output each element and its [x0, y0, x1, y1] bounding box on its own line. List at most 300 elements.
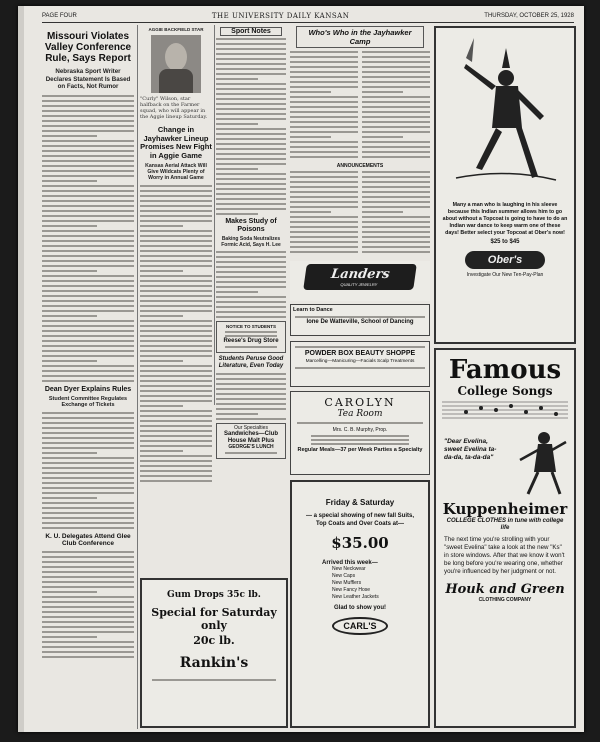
text-line: [140, 420, 212, 422]
text-line: [42, 290, 134, 292]
text-line: [140, 470, 212, 472]
article-body-col2: [140, 185, 212, 482]
text-line: [42, 250, 134, 252]
text-line: [42, 200, 134, 202]
dancing-couple-illustration: [504, 428, 574, 498]
text-line: [42, 422, 134, 424]
text-line: [42, 522, 134, 524]
poison-subhead: Baking Soda Neutralizes Formic Acid, Says H. Lee: [221, 236, 281, 248]
text-line: [42, 631, 134, 633]
text-line: [216, 93, 286, 95]
rankins-name: Rankin's: [179, 655, 249, 671]
text-line: [42, 596, 134, 598]
text-line: [140, 300, 212, 302]
text-line: [140, 480, 212, 482]
text-line: [140, 265, 212, 267]
text-line: [42, 265, 134, 267]
text-line: [216, 178, 286, 180]
text-line: [140, 310, 212, 312]
text-line: [362, 81, 430, 83]
text-line: [140, 210, 212, 212]
text-line: [140, 450, 183, 452]
text-line: [42, 507, 134, 509]
glad-to-show: Glad to show you!: [334, 605, 386, 611]
text-line: [140, 425, 212, 427]
text-line: [362, 106, 430, 108]
text-line: [216, 68, 286, 70]
text-line: [42, 467, 134, 469]
text-line: [42, 360, 97, 362]
text-line: [140, 255, 212, 257]
george-lunch-ad: [216, 423, 286, 459]
text-line: [216, 78, 258, 80]
dance-school: Ione De Watteville, School of Dancing: [306, 319, 414, 325]
text-line: [42, 280, 134, 282]
rankins-ad: [140, 578, 288, 728]
text-line: [140, 200, 212, 202]
text-line: [362, 66, 430, 68]
missouri-headline: Missouri Violates Valley Conference Rule, Says Report: [44, 31, 132, 64]
text-line: [362, 236, 430, 238]
column-divider: [214, 25, 215, 405]
text-line: [290, 136, 331, 138]
text-line: [216, 398, 286, 400]
powder-box-ad: [290, 341, 430, 387]
landers-ad: [290, 261, 430, 301]
notice-head: NOTICE TO STUDENTS: [226, 324, 276, 329]
text-line: [362, 246, 430, 248]
text-line: [140, 395, 212, 397]
text-line: [216, 271, 286, 273]
text-line: [42, 175, 134, 177]
text-line: [140, 400, 212, 402]
text-line: [362, 241, 430, 243]
text-line: [216, 203, 286, 205]
text-line: [42, 497, 97, 499]
text-line: [290, 241, 358, 243]
kuppenheimer-ad: [434, 348, 576, 728]
text-line: [140, 440, 212, 442]
text-line: [42, 275, 134, 277]
text-line: [290, 236, 358, 238]
text-line: [290, 176, 358, 178]
text-line: [362, 221, 430, 223]
text-line: [42, 140, 134, 142]
text-line: [140, 350, 212, 352]
text-line: [216, 173, 286, 175]
text-line: [362, 141, 430, 143]
text-line: [362, 56, 430, 58]
text-line: [216, 153, 286, 155]
text-line: [140, 415, 212, 417]
whos-who-head: Who's Who in the Jayhawker Camp: [296, 26, 424, 48]
text-line: [140, 250, 212, 252]
text-line: [42, 145, 134, 147]
text-line: [42, 482, 134, 484]
text-line: [140, 410, 212, 412]
jayhawker-headline: Change in Jayhawker Lineup Promises New Fight in Aggie Game: [140, 125, 212, 160]
column-3: [216, 25, 286, 585]
text-line: [42, 375, 134, 377]
text-line: [290, 186, 358, 188]
text-line: [42, 517, 134, 519]
text-line: [42, 235, 134, 237]
text-line: [140, 215, 212, 217]
text-line: [290, 66, 358, 68]
poison-body: [216, 251, 286, 318]
text-line: [362, 186, 430, 188]
text-line: [42, 215, 134, 217]
text-line: [216, 306, 286, 308]
text-line: [140, 370, 212, 372]
masthead-rule: [42, 22, 574, 23]
carls-ad: [290, 480, 430, 728]
text-line: [42, 300, 134, 302]
text-line: [140, 260, 212, 262]
text-line: [42, 150, 134, 152]
text-line: [216, 163, 286, 165]
text-line: [290, 191, 358, 193]
text-line: [42, 115, 134, 117]
text-line: [42, 561, 134, 563]
text-line: [42, 487, 134, 489]
text-line: [42, 135, 97, 137]
text-line: [140, 230, 212, 232]
text-line: [42, 355, 134, 357]
photo-caption: "Curly" Wilson, star halfback on the Farmer squad, who will appear in the Aggie lineup Saturday.: [140, 96, 208, 120]
text-line: [42, 370, 134, 372]
text-line: [42, 100, 134, 102]
music-staff: [436, 398, 574, 422]
text-line: [362, 151, 430, 153]
literature-body: [216, 373, 286, 420]
text-line: [42, 462, 134, 464]
text-line: [42, 340, 134, 342]
kuppenheimer-name: Kuppenheimer: [442, 500, 568, 518]
photo-label: AGGIE BACKFIELD STAR: [148, 27, 204, 32]
text-line: [140, 305, 212, 307]
text-line: [42, 427, 134, 429]
text-line: [42, 502, 134, 504]
text-line: [216, 198, 286, 200]
text-line: [362, 181, 430, 183]
text-line: [216, 213, 258, 215]
kuppenheimer-tagline: COLLEGE CLOTHES in tune with college life: [446, 518, 564, 531]
text-line: [140, 405, 183, 407]
text-line: [290, 76, 358, 78]
text-line: [216, 418, 286, 420]
text-line: [362, 216, 430, 218]
jayhawker-subhead: Kansas Aerial Attack Will Give Wildcats Plenty of Worry in Annual Game: [145, 163, 207, 182]
text-line: [42, 432, 134, 434]
text-line: [290, 141, 358, 143]
text-line: [140, 360, 183, 362]
column-1: [42, 25, 134, 729]
text-line: [362, 226, 430, 228]
text-line: [42, 195, 134, 197]
text-line: [42, 477, 134, 479]
arrived-list: New Neckwear New Caps New Mufflers New Fancy Hose New Leather Jackets: [332, 566, 379, 600]
text-line: [362, 211, 403, 213]
text-line: [42, 315, 97, 317]
tea-room-name: Tea Room: [337, 409, 383, 419]
text-line: [216, 83, 286, 85]
poison-headline: Makes Study of Poisons: [225, 218, 277, 233]
text-line: [216, 301, 286, 303]
text-line: [290, 221, 358, 223]
text-line: [362, 91, 403, 93]
text-line: [216, 128, 286, 130]
text-line: [290, 121, 358, 123]
text-line: [290, 156, 358, 158]
text-line: [362, 71, 430, 73]
text-line: [140, 475, 212, 477]
landers-sub: QUALITY JEWELRY: [340, 282, 378, 287]
text-line: [42, 412, 134, 414]
text-line: [42, 125, 134, 127]
text-line: [216, 88, 286, 90]
text-line: [290, 86, 358, 88]
text-line: [140, 330, 212, 332]
text-line: [290, 181, 358, 183]
text-line: [216, 48, 286, 50]
text-line: [42, 110, 134, 112]
article-body: [42, 95, 134, 382]
text-line: [216, 113, 286, 115]
text-line: [216, 281, 286, 283]
gum-drops: Gum Drops 35c lb.: [167, 590, 261, 600]
wilson-photo: [151, 35, 201, 93]
topcoat-price: $25 to $45: [490, 239, 520, 245]
dean-dyer-headline: Dean Dyer Explains Rules: [44, 385, 132, 393]
houk-green-sub: CLOTHING COMPANY: [478, 597, 532, 603]
text-line: [290, 231, 358, 233]
obers-logo: [465, 251, 545, 269]
masthead: [42, 10, 574, 22]
text-line: [362, 171, 430, 173]
text-line: [42, 576, 134, 578]
text-line: [42, 626, 134, 628]
text-line: [362, 176, 430, 178]
announcements-head: ANNOUNCEMENTS: [336, 163, 384, 169]
text-line: [42, 130, 134, 132]
text-line: [140, 325, 212, 327]
text-line: [216, 291, 258, 293]
text-line: [290, 206, 358, 208]
text-line: [290, 196, 358, 198]
text-line: [140, 285, 212, 287]
text-line: [216, 266, 286, 268]
text-line: [42, 651, 134, 653]
text-line: [290, 131, 358, 133]
text-line: [216, 251, 286, 253]
text-line: [42, 225, 97, 227]
indian-dancer-illustration: [436, 28, 574, 198]
text-line: [290, 101, 358, 103]
text-line: [140, 240, 212, 242]
text-line: [362, 101, 430, 103]
page-left-edge: [18, 6, 24, 732]
obers-ad: [434, 26, 576, 344]
text-line: [216, 403, 286, 405]
sport-notes-body: [216, 38, 286, 215]
issue-date: THURSDAY, OCTOBER 25, 1928: [484, 13, 574, 19]
text-line: [140, 445, 212, 447]
text-line: [42, 190, 134, 192]
text-line: [362, 201, 430, 203]
text-line: [140, 460, 212, 462]
text-line: [290, 211, 331, 213]
text-line: [362, 206, 430, 208]
text-line: [140, 290, 212, 292]
text-line: [42, 205, 134, 207]
text-line: [362, 116, 430, 118]
text-line: [42, 210, 134, 212]
reese-ad: [216, 321, 286, 353]
glee-club-headline: K. U. Delegates Attend Glee Club Conference: [45, 532, 131, 547]
text-line: [42, 512, 134, 514]
powder-box-services: Marcelling—Manicuring—Facials Scalp Treatments: [305, 359, 415, 364]
text-line: [290, 116, 358, 118]
text-line: [290, 91, 331, 93]
text-line: [362, 231, 430, 233]
text-line: [42, 230, 134, 232]
whos-who-section: [290, 26, 430, 256]
text-line: [140, 320, 212, 322]
article-body-2: [42, 412, 134, 529]
college-songs-title: College Songs: [457, 384, 553, 398]
text-line: [140, 195, 212, 197]
text-line: [42, 220, 134, 222]
text-line: [42, 457, 134, 459]
text-line: [140, 465, 212, 467]
sport-notes-head: Sport Notes: [220, 27, 282, 36]
text-line: [362, 61, 430, 63]
text-line: [362, 96, 430, 98]
text-line: [216, 58, 286, 60]
text-line: [216, 168, 258, 170]
text-line: [140, 335, 212, 337]
text-line: [42, 240, 134, 242]
text-line: [362, 196, 430, 198]
text-line: [42, 447, 134, 449]
text-line: [362, 191, 430, 193]
text-line: [290, 56, 358, 58]
text-line: [216, 286, 286, 288]
text-line: [216, 183, 286, 185]
text-line: [42, 185, 134, 187]
text-line: [290, 61, 358, 63]
text-line: [140, 225, 183, 227]
text-line: [140, 235, 212, 237]
text-line: [42, 255, 134, 257]
text-line: [140, 340, 212, 342]
article-body-3: [42, 551, 134, 658]
text-line: [216, 393, 286, 395]
tea-owner: Mrs. C. B. Murphy, Prop.: [332, 427, 388, 433]
text-line: [290, 151, 358, 153]
column-divider: [137, 25, 138, 729]
text-line: [362, 156, 430, 158]
text-line: [42, 330, 134, 332]
text-line: [216, 208, 286, 210]
text-line: [140, 390, 212, 392]
text-line: [42, 310, 134, 312]
text-line: [42, 606, 134, 608]
text-line: [42, 581, 134, 583]
text-line: [42, 160, 134, 162]
landers-name: Landers: [330, 267, 391, 282]
text-line: [216, 103, 286, 105]
text-line: [42, 365, 134, 367]
text-line: [140, 190, 212, 192]
text-line: [42, 621, 134, 623]
obers-name: Ober's: [487, 254, 523, 266]
text-line: [42, 616, 134, 618]
text-line: [362, 126, 430, 128]
text-line: [42, 260, 134, 262]
text-line: [42, 641, 134, 643]
george-name: GEORGE'S LUNCH: [228, 444, 274, 450]
specialties-items: Sandwiches—Club House Malt Plus: [223, 431, 278, 444]
text-line: [216, 43, 286, 45]
text-line: [140, 430, 212, 432]
indian-copy: Many a man who is laughing in his sleeve because this Indian summer allows him to go about without a Topcoat is going to have to do an Indian war dance to keep warm one of these days! Better select your Topcoat at Ober's now!: [442, 202, 568, 236]
text-line: [42, 270, 97, 272]
text-line: [362, 131, 430, 133]
text-line: [216, 53, 286, 55]
text-line: [216, 193, 286, 195]
text-line: [362, 86, 430, 88]
famous-title: Famous: [448, 355, 562, 385]
powder-box-name: POWDER BOX BEAUTY SHOPPE: [304, 350, 416, 357]
text-line: [42, 566, 134, 568]
text-line: [216, 63, 286, 65]
dance-ad: [290, 304, 430, 336]
special-saturday: Special for Saturday only: [151, 606, 277, 632]
missouri-subhead: Nebraska Sport Writer Declares Statement Is Based on Facts, Not Rumor: [45, 68, 131, 90]
text-line: [42, 345, 134, 347]
text-line: [42, 95, 134, 97]
text-line: [140, 345, 212, 347]
text-line: [42, 335, 134, 337]
ten-pay-plan: Investigate Our New Ten-Pay-Plan: [466, 272, 544, 278]
text-line: [140, 220, 212, 222]
text-line: [42, 170, 134, 172]
text-line: [290, 146, 358, 148]
specialties-head: Our Specialties: [234, 425, 268, 431]
text-line: [290, 51, 358, 53]
suit-price: $35.00: [331, 534, 389, 552]
text-line: [42, 527, 134, 529]
text-line: [42, 350, 134, 352]
text-line: [42, 452, 97, 454]
text-line: [362, 76, 430, 78]
text-line: [140, 435, 212, 437]
text-line: [42, 442, 134, 444]
text-line: [290, 216, 358, 218]
text-line: [42, 656, 134, 658]
text-line: [216, 98, 286, 100]
text-line: [140, 455, 212, 457]
text-line: [216, 133, 286, 135]
text-line: [140, 295, 212, 297]
arrived-head: Arrived this week—: [322, 560, 378, 566]
text-line: [42, 120, 134, 122]
text-line: [216, 123, 258, 125]
text-line: [290, 171, 358, 173]
text-line: [42, 305, 134, 307]
